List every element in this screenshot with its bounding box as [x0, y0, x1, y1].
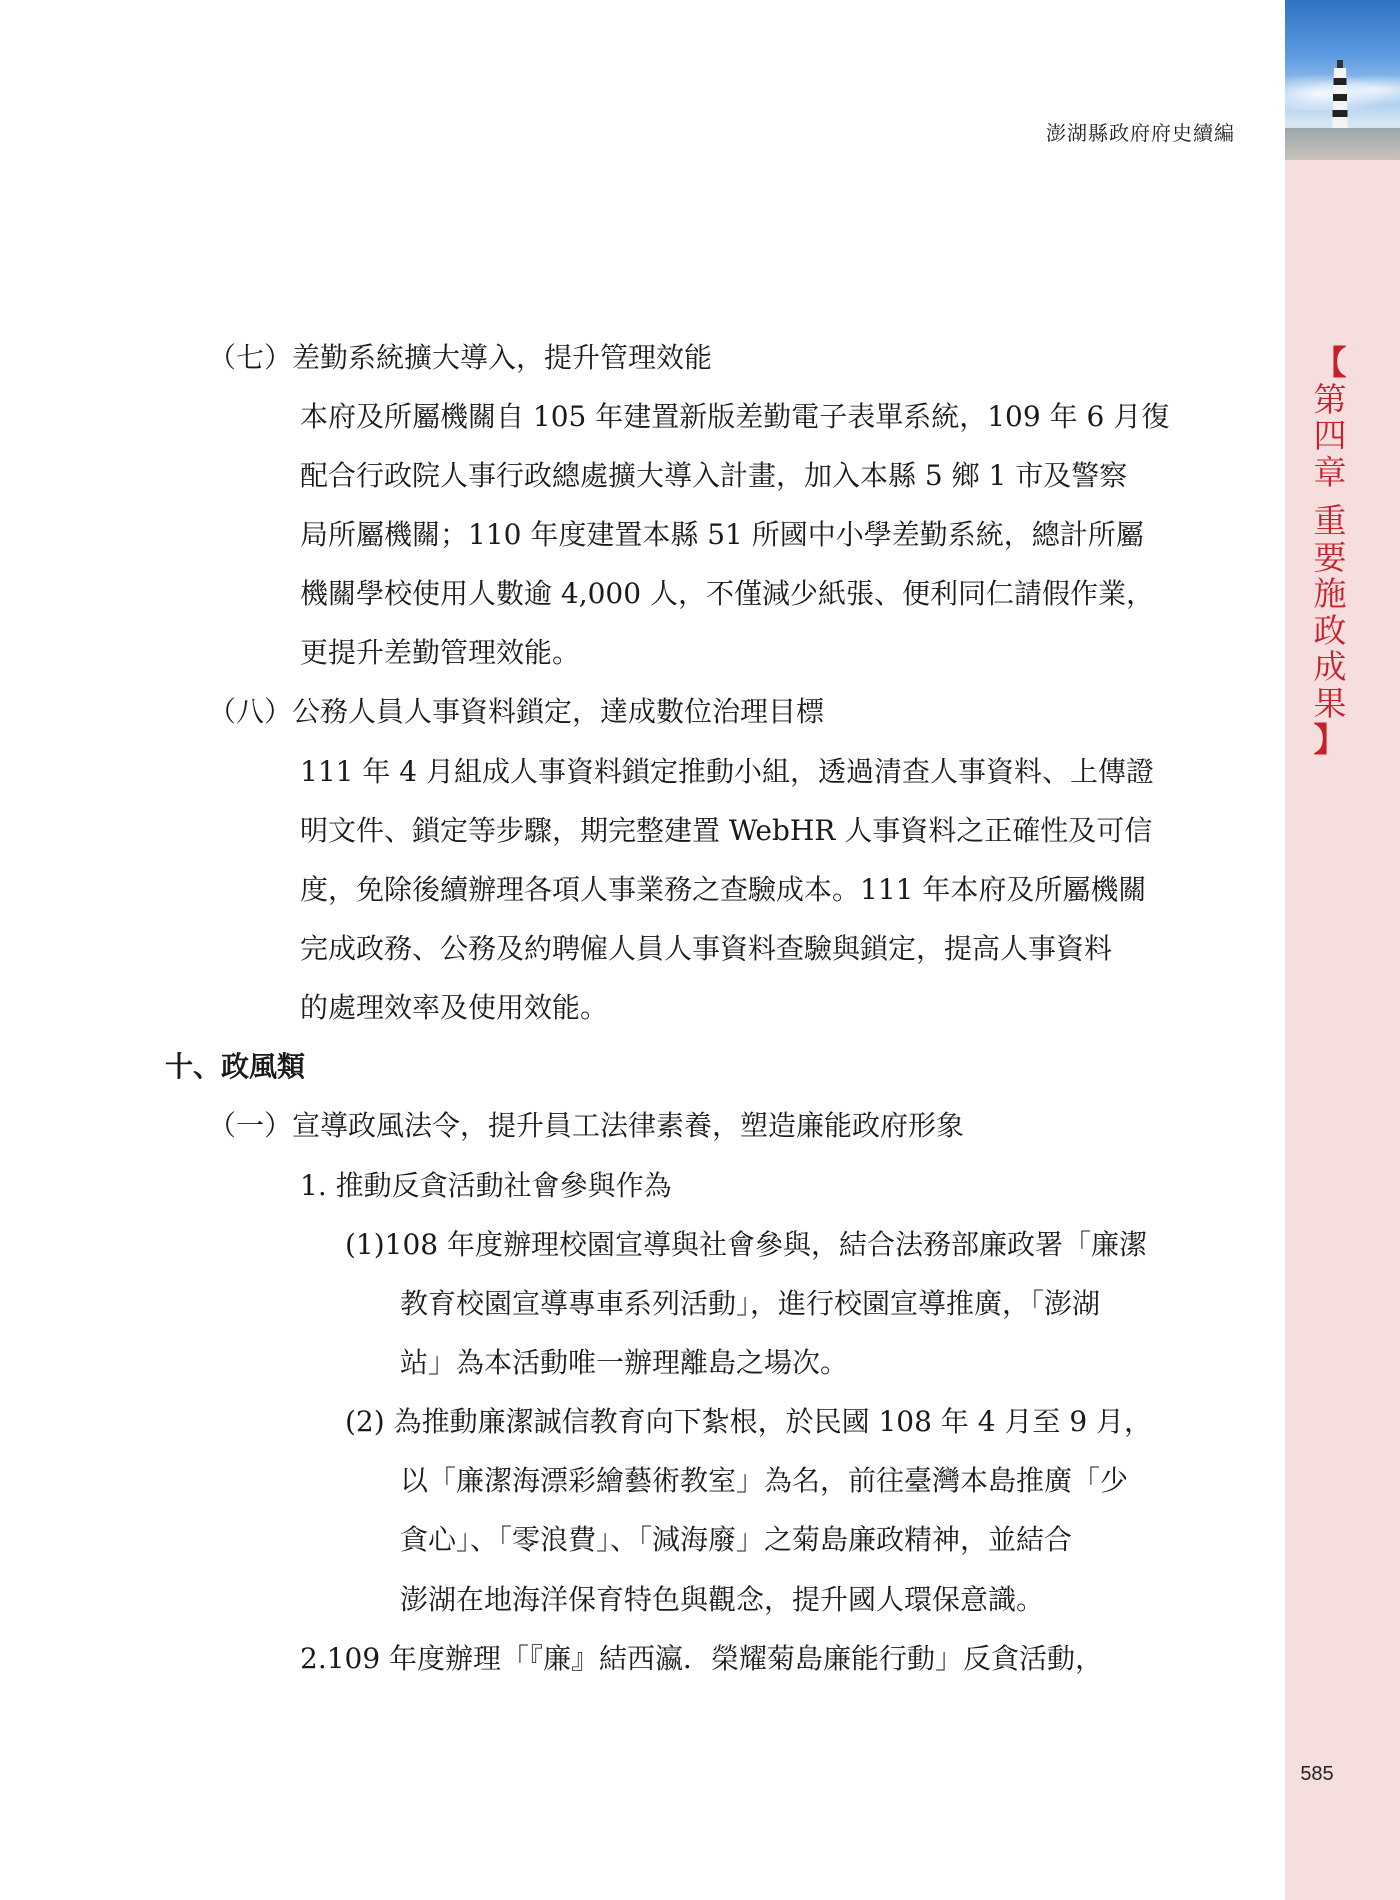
page-number: 585	[1300, 1763, 1334, 1785]
running-head: 澎湖縣政府府史續編	[1046, 121, 1235, 145]
paragraph-line: 以「廉潔海漂彩繪藝術教室」為名，前往臺灣本島推廣「少	[400, 1464, 1129, 1497]
paragraph-line: 明文件、鎖定等步驟，期完整建置 WebHR 人事資料之正確性及可信	[300, 814, 1153, 847]
paragraph-line: 的處理效率及使用效能。	[300, 991, 609, 1024]
section-heading: （一）宣導政風法令，提升員工法律素養，塑造廉能政府形象	[208, 1109, 965, 1142]
chapter-tab-char: 【	[1313, 343, 1347, 382]
paragraph-line: 111 年 4 月組成人事資料鎖定推動小組，透過清查人事資料、上傳證	[300, 755, 1154, 788]
lighthouse-icon	[1325, 60, 1355, 135]
paragraph-line: 機關學校使用人數逾 4,000 人，不僅減少紙張、便利同仁請假作業，	[300, 577, 1154, 610]
paragraph-line: 局所屬機關；110 年度建置本縣 51 所國中小學差勤系統，總計所屬	[300, 518, 1144, 551]
section-heading: （八）公務人員人事資料鎖定，達成數位治理目標	[208, 695, 825, 728]
list-item-heading: 1. 推動反貪活動社會參與作為	[300, 1169, 672, 1202]
chapter-tab-char: 政	[1313, 610, 1347, 650]
paragraph-line: 完成政務、公務及約聘僱人員人事資料查驗與鎖定，提高人事資料	[300, 932, 1113, 965]
chapter-tab	[1310, 345, 1350, 759]
list-item-heading: 2.109 年度辦理「『廉』結西瀛．榮耀菊島廉能行動」反貪活動，	[300, 1642, 1104, 1675]
paragraph-line: 本府及所屬機關自 105 年建置新版差勤電子表單系統，109 年 6 月復	[300, 400, 1170, 433]
chapter-tab-char: 】	[1313, 720, 1347, 759]
paragraph-line: 度，免除後續辦理各項人事業務之查驗成本。111 年本府及所屬機關	[300, 873, 1147, 906]
chapter-tab-char: 四	[1313, 416, 1347, 455]
lighthouse-photo	[1285, 0, 1400, 160]
sub-list-item: (1)108 年度辦理校園宣導與社會參與，結合法務部廉政署「廉潔	[345, 1228, 1148, 1261]
chapter-tab-char: 果	[1313, 683, 1347, 723]
paragraph-line: 配合行政院人事行政總處擴大導入計畫，加入本縣 5 鄉 1 市及警察	[300, 459, 1128, 492]
chapter-section-title: 十、政風類	[165, 1050, 306, 1083]
chapter-tab-char: 章	[1313, 452, 1347, 492]
paragraph-line: 教育校園宣導專車系列活動」，進行校園宣導推廣，「澎湖	[400, 1287, 1101, 1320]
section-heading: （七）差勤系統擴大導入，提升管理效能	[208, 341, 713, 374]
chapter-sidebar	[1285, 0, 1400, 1900]
chapter-tab-char: 要	[1313, 537, 1347, 577]
paragraph-line: 站」為本活動唯一辦理離島之場次。	[400, 1346, 849, 1379]
sub-list-item: (2) 為推動廉潔誠信教育向下紮根，於民國 108 年 4 月至 9 月，	[345, 1405, 1153, 1438]
paragraph-line: 更提升差勤管理效能。	[300, 636, 581, 669]
paragraph-line: 貪心」、「零浪費」、「減海廢」之菊島廉政精神，並結合	[400, 1523, 1073, 1556]
chapter-tab-char: 第	[1313, 379, 1347, 419]
paragraph-line: 澎湖在地海洋保育特色與觀念，提升國人環保意識。	[400, 1583, 1045, 1616]
chapter-tab-char: 重	[1313, 501, 1347, 540]
chapter-tab-char: 成	[1313, 647, 1347, 686]
chapter-tab-char: 施	[1313, 574, 1347, 613]
